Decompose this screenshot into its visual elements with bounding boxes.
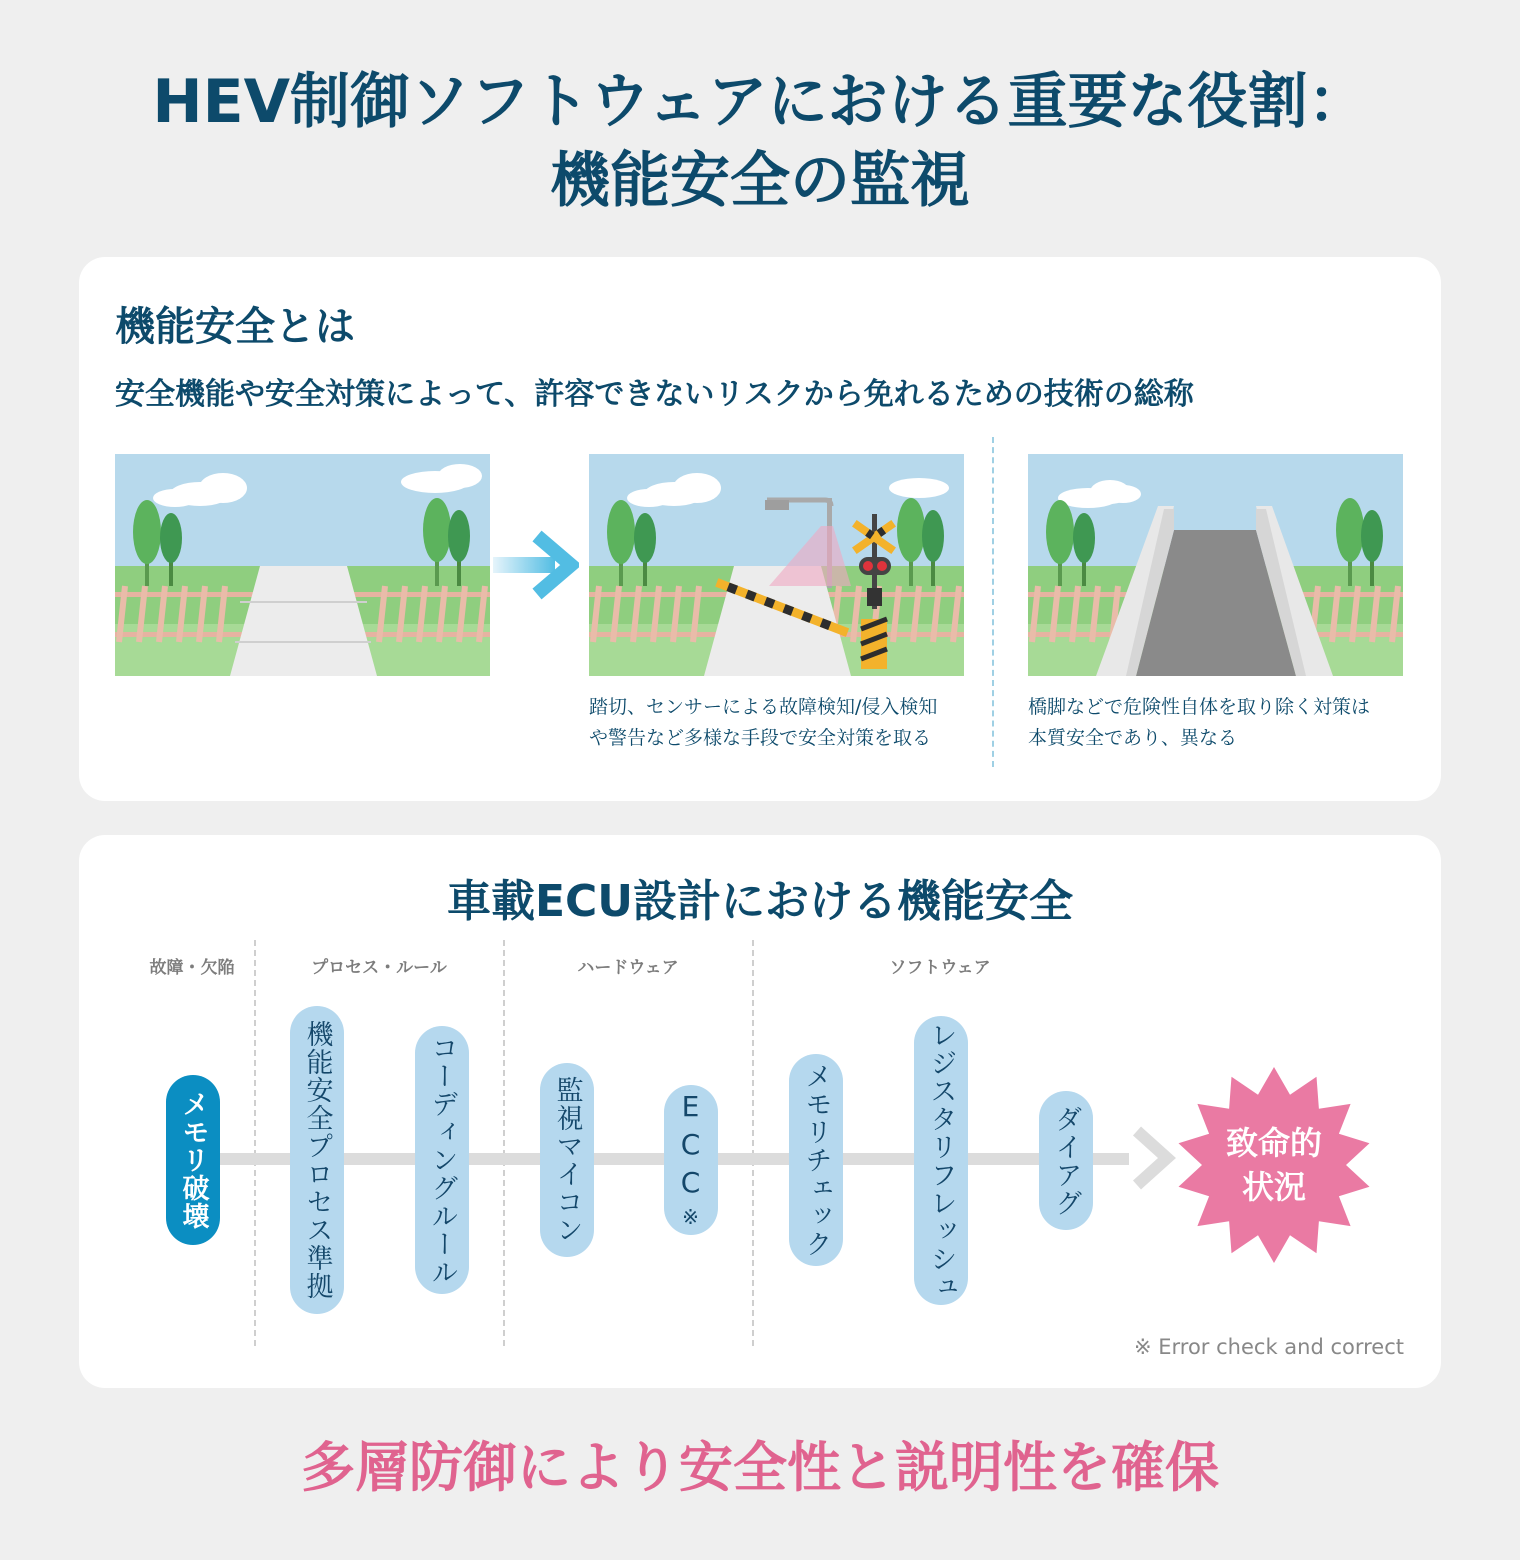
- burst-text-line1: 致命的: [1225, 1124, 1322, 1162]
- chevron-right-icon: [1131, 1125, 1177, 1191]
- category-separator: [254, 940, 256, 1346]
- section1-definition: 安全機能や安全対策によって、許容できないリスクから免れるための技術の総称: [115, 377, 1194, 412]
- category-process-rules: プロセス・ルール: [311, 958, 447, 978]
- category-software: ソフトウェア: [889, 958, 991, 978]
- caption-crossing-line2: や警告など多様な手段で安全対策を取る: [589, 727, 932, 749]
- pill-register-refresh: レジスタリフレッシュ: [914, 1016, 968, 1305]
- ecc-label: E C C ※: [680, 1090, 702, 1229]
- category-hardware: ハードウェア: [577, 958, 679, 978]
- caption-crossing-line1: 踏切、センサーによる故障検知/侵入検知: [589, 696, 938, 718]
- pill-diagnosis: ダイアグ: [1039, 1091, 1093, 1230]
- scene-guarded-crossing: [589, 454, 964, 676]
- category-separator: [503, 940, 505, 1346]
- footnote: ※ Error check and correct: [1133, 1335, 1404, 1359]
- caption-bridge-line2: 本質安全であり、異なる: [1028, 727, 1238, 749]
- pill-memory-check: メモリチェック: [789, 1054, 843, 1266]
- page-title-line1: HEV制御ソフトウェアにおける重要な役割：: [152, 67, 1368, 137]
- caption-crossing: [589, 692, 969, 754]
- divider: [992, 437, 994, 767]
- category-fault: 故障・欠陥: [149, 958, 235, 978]
- caption-bridge: [1028, 692, 1408, 754]
- page-title-line2: 機能安全の監視: [550, 146, 970, 216]
- functional-safety-definition-card: [79, 257, 1441, 801]
- section1-heading: 機能安全とは: [115, 304, 355, 350]
- pill-watchdog-mcu: 監視マイコン: [540, 1063, 594, 1257]
- arrow-right-icon: [493, 530, 579, 600]
- category-separator: [752, 940, 754, 1346]
- ecu-functional-safety-card: [79, 835, 1441, 1388]
- scene-overpass: [1028, 454, 1403, 676]
- conclusion: 多層防御により安全性と説明性を確保: [301, 1436, 1219, 1499]
- caption-bridge-line1: 橋脚などで危険性自体を取り除く対策は: [1028, 696, 1371, 718]
- fatal-situation-burst: [1174, 1065, 1374, 1265]
- pill-memory-corruption: メモリ破壊: [166, 1075, 220, 1245]
- section2-heading: 車載ECU設計における機能安全: [446, 876, 1074, 927]
- pill-ecc: [664, 1085, 718, 1235]
- burst-text-line2: 状況: [1241, 1168, 1306, 1206]
- scene-plain-crossing: [115, 454, 490, 676]
- pill-coding-rules: コーディングルール: [415, 1026, 469, 1294]
- pill-process-compliance: 機能安全プロセス準拠: [290, 1006, 344, 1314]
